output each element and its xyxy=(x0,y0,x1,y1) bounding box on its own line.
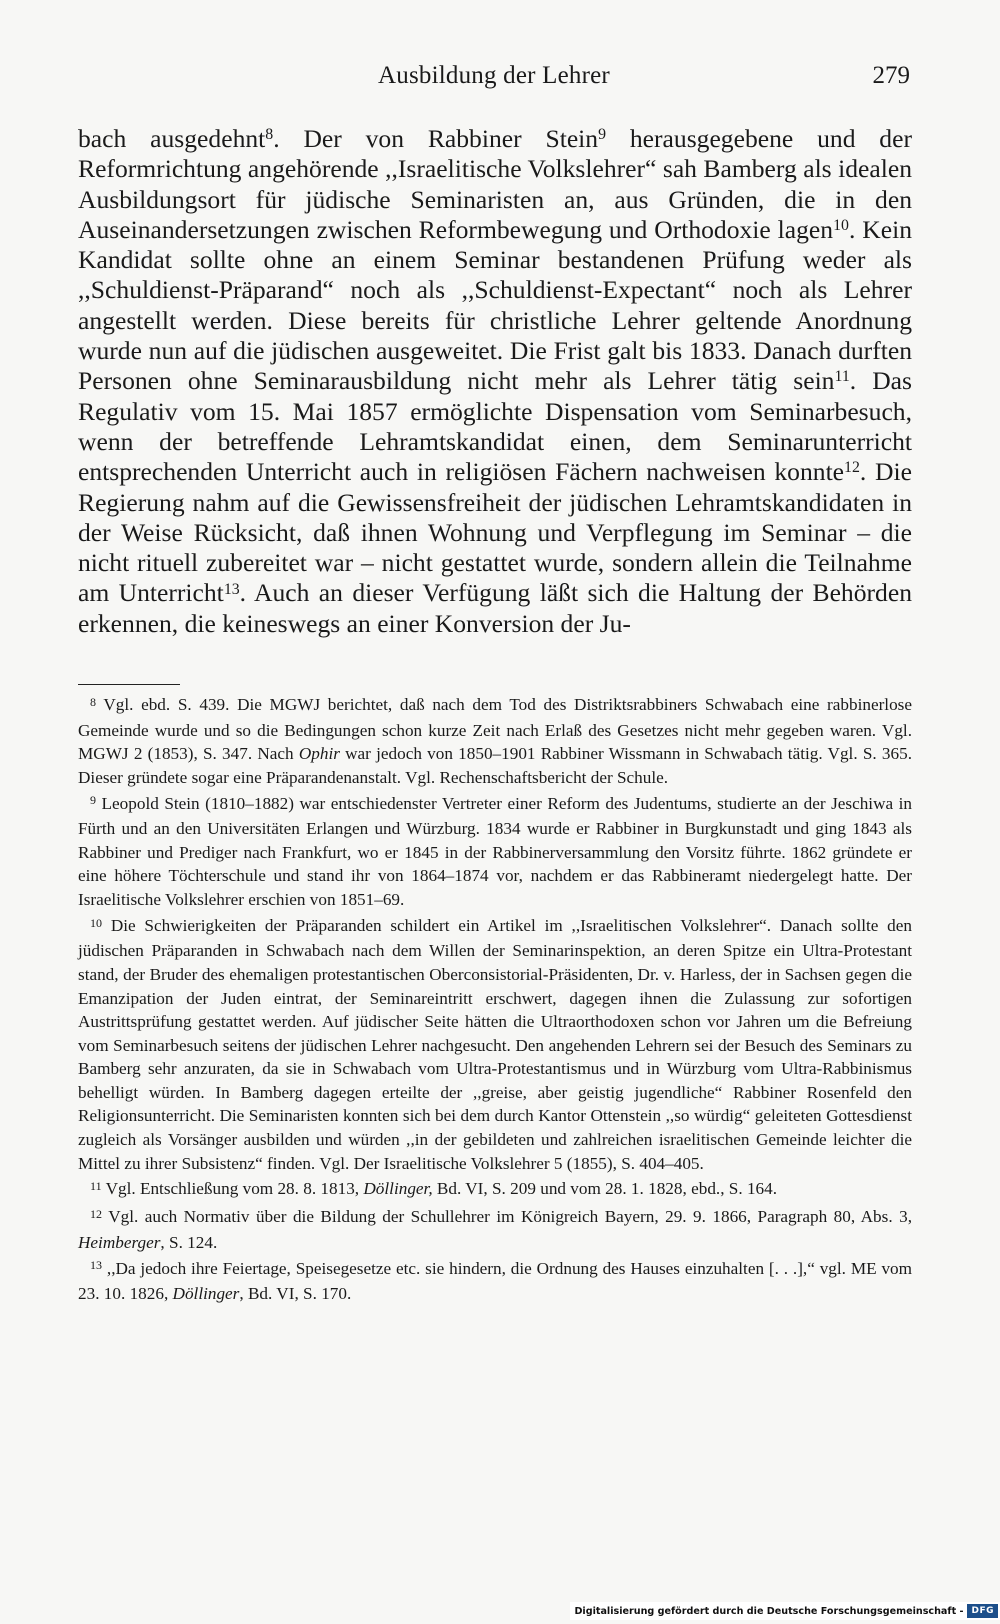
footnote-text: ,,Da jedoch ihre Feiertage, Speisegesetze etc. sie hindern, die Ordnung des Hauses einzuhalten [. . .],“ vgl. ME vom 23. 10. 1826, xyxy=(78,1258,913,1304)
footnote-13 xyxy=(78,1257,912,1306)
page-number: 279 xyxy=(872,62,910,89)
footnotes xyxy=(78,693,912,1308)
footnote-italic: Ophir xyxy=(298,744,340,764)
text-segment: . Auch an dieser Verfügung läßt sich die Haltung der Behörden erkennen, die keineswegs an einer Konversion der Ju- xyxy=(78,578,913,638)
footnote-ref-9[interactable]: 9 xyxy=(598,126,607,144)
footnote-number: 8 xyxy=(90,694,97,709)
footnote-text: Die Schwierigkeiten der Präparanden schildert ein Artikel im ,,Israelitischen Volkslehrer“. Danach sollte den jüdischen Präparanden in Schwabach nach dem Willen der Seminarinspektion, an deren Spitze ein Ultra-Protestant stand, der Bruder des ehemaligen protestantischen Oberconsistorial-Präsidenten, Dr. v. Harless, der in Sachsen gegen die Emanzipation der Juden eintrat, der Seminareintritt erschwert, dagegen ihnen die Zulassung zur sofortigen Austrittsprüfung gestattet werden. Auf jüdischer Seite hätten die Ultraorthodoxen schon vor Jahren um die Befreiung vom Seminarbesuch seitens der jüdischen Lehrer nachgesucht. Den angehenden Lehrern sei der Besuch des Seminars zu Bamberg sehr anzuraten, da sie in Schwabach vom Ultra-Protestantismus und in Würzburg vom Ultra-Rabbinismus behelligt würden. In Bamberg dagegen erteilte der ,,greise, aber geistig jugendliche“ Rabbiner Rosenfeld den Religionsunterricht. Die Seminaristen konnten sich bei dem durch Kantor Ottenstein ,,so würdig“ geleiteten Gottesdienst zugleich als Vorsänger ausbilden und würden ,,in der gebildeten und zahlreichen israelitischen Gemeinde leichter die Mittel zu ihrer Subsistenz“ finden. Vgl. Der Israelitische Volkslehrer 5 (1855), S. 404–405. xyxy=(78,915,913,1173)
footnote-ref-10[interactable]: 10 xyxy=(833,216,849,234)
footnote-ref-11[interactable]: 11 xyxy=(834,368,850,386)
footnote-text: , S. 124. xyxy=(160,1232,218,1252)
footnote-number: 12 xyxy=(90,1207,103,1222)
text-segment: bach ausgedehnt xyxy=(78,124,266,153)
text-segment: herausgegebene und der Reformrichtung angehörende ,,Israelitische Volkslehrer“ sah Bamberg als idealen Ausbildungsort für jüdische Seminaristen an, aus Gründen, die in den Auseinandersetzungen zwischen Reformbewegung und Orthodoxie lagen xyxy=(78,124,912,244)
running-title: Ausbildung der Lehrer xyxy=(378,62,610,89)
page-header xyxy=(78,62,910,102)
footnote-ref-8[interactable]: 8 xyxy=(265,126,274,144)
footnote-italic: Döllinger xyxy=(172,1284,240,1304)
footnote-text: Leopold Stein (1810–1882) war entschiedenster Vertreter einer Reform des Judentums, studierte an der Jeschiwa in Fürth und an den Universitäten Erlangen und Würzburg. 1834 wurde er Rabbiner in Burgkunstadt und ging 1843 als Rabbiner und Prediger nach Frankfurt, wo er 1845 in der Rabbinerversammlung den Vorsitz führte. 1862 gründete er eine höhere Töchterschule und stand ihr von 1864–1874 vor, nachdem er das Rabbineramt niedergelegt hatte. Der Israelitische Volkslehrer erschien von 1851–69. xyxy=(78,793,912,909)
main-text xyxy=(78,124,912,639)
footnote-8 xyxy=(78,693,912,789)
footnote-9 xyxy=(78,792,912,912)
footnote-italic: Heimberger xyxy=(78,1232,161,1252)
funding-text: Digitalisierung gefördert durch die Deutsche Forschungsgemeinschaft - xyxy=(574,1605,964,1617)
dfg-logo: DFG xyxy=(967,1604,998,1618)
footnote-10 xyxy=(78,914,912,1176)
footnote-number: 11 xyxy=(90,1179,102,1194)
footnote-text: , Bd. VI, S. 170. xyxy=(239,1284,352,1304)
text-segment: . Das Regulativ vom 15. Mai 1857 ermöglichte Dispensation vom Seminarbesuch, wenn der betreffende Lehramtskandidat einen, dem Seminarunterricht entsprechenden Unterricht auch in religiösen Fächern nachweisen konnte xyxy=(78,366,912,487)
footnote-number: 13 xyxy=(90,1258,103,1273)
footnote-number: 10 xyxy=(90,915,103,930)
footnote-text: Vgl. Entschließung vom 28. 8. 1813, xyxy=(105,1179,364,1199)
text-segment: . Kein Kandidat sollte ohne an einem Seminar bestandenen Prüfung weder als ,,Schuldienst-Präparand“ noch als ,,Schuldienst-Expectant“ noch als Lehrer angestellt werden. Diese bereits für christliche Lehrer geltende Anordnung wurde nun auf die jüdischen ausgeweitet. Die Frist galt bis 1833. Danach durften Personen ohne Seminarausbildung nicht mehr als Lehrer tätig sein xyxy=(78,214,912,396)
footnote-number: 9 xyxy=(90,793,97,808)
footnote-text: Vgl. auch Normativ über die Bildung der Schullehrer im Königreich Bayern, 29. 9. 1866, Paragraph 80, Abs. 3, xyxy=(108,1207,912,1227)
footnote-text: war jedoch von 1850–1901 Rabbiner Wissmann in Schwabach tätig. Vgl. S. 365. Dieser gründete sogar eine Präparandenanstalt. Vgl. Rechenschaftsbericht der Schule. xyxy=(78,744,912,787)
footnote-italic: Döllinger, xyxy=(363,1179,433,1199)
footnote-text: Vgl. ebd. S. 439. Die MGWJ berichtet, daß nach dem Tod des Distriktsrabbiners Schwabach eine rabbinerlose Gemeinde wurde und so die Bedingungen schon kurze Zeit nach Erlaß des Gesetzes nicht mehr gegeben waren. Vgl. MGWJ 2 (1853), S. 347. Nach xyxy=(78,695,912,764)
text-segment: . Die Regierung nahm auf die Gewissensfreiheit der jüdischen Lehramtskandidaten in der Weise Rücksicht, daß ihnen Wohnung und Verpflegung im Seminar – die nicht rituell zubereitet war – nicht gestattet wurde, sondern allein die Teilnahme am Unterricht xyxy=(78,457,912,608)
text-segment: . Der von Rabbiner Stein xyxy=(273,124,599,153)
footnote-ref-13[interactable]: 13 xyxy=(223,580,240,598)
footnote-12 xyxy=(78,1205,912,1254)
footnote-divider xyxy=(78,684,180,685)
footnote-ref-12[interactable]: 12 xyxy=(844,459,860,477)
funding-notice xyxy=(570,1602,1000,1620)
footnote-11 xyxy=(78,1177,912,1203)
footnote-text: Bd. VI, S. 209 und vom 28. 1. 1828, ebd., S. 164. xyxy=(432,1179,778,1199)
